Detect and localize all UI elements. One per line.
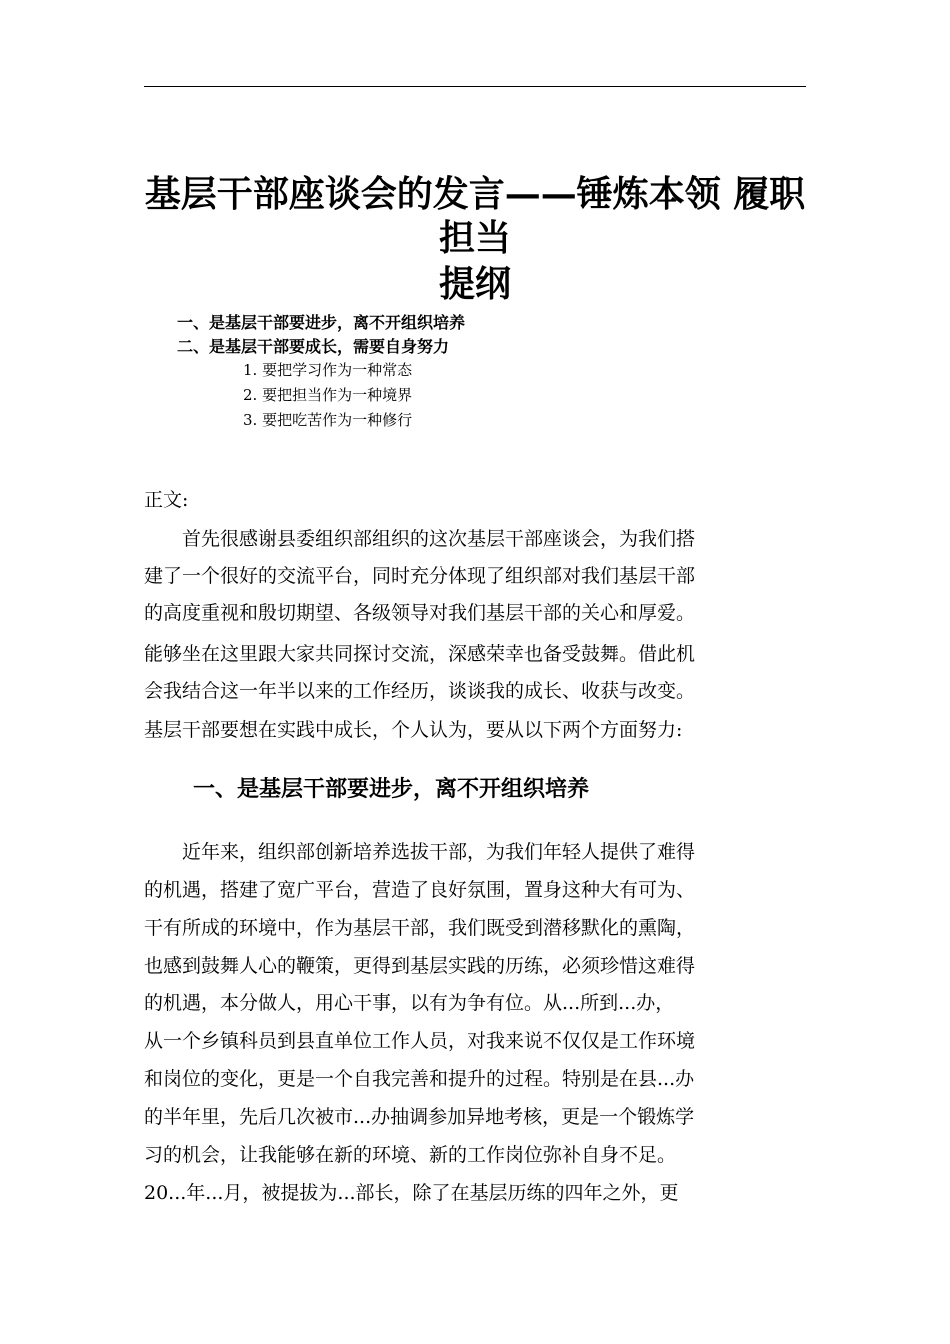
outline-title: 提纲 (438, 263, 511, 305)
intro-line-6: 基层干部要想在实践中成长，个人认为，要从以下两个方面努力: (144, 719, 683, 741)
outline-heading-2: 二、是基层干部要成长，需要自身努力 (177, 337, 450, 356)
outline-heading-1: 一、是基层干部要进步，离不开组织培养 (177, 313, 466, 332)
intro-line-5: 会我结合这一年半以来的工作经历，谈谈我的成长、收获与改变。 (144, 680, 696, 702)
document-title-line-1: 基层干部座谈会的发言——锤炼本领 履职 (144, 173, 806, 215)
intro-line-4: 能够坐在这里跟大家共同探讨交流，深感荣幸也备受鼓舞。借此机 (144, 643, 696, 665)
outline-sub-item-2: 2. 要把担当作为一种境界 (243, 386, 413, 404)
section-1-line-4: 也感到鼓舞人心的鞭策，更得到基层实践的历练，必须珍惜这难得 (144, 955, 696, 977)
section-1-line-7: 和岗位的变化，更是一个自我完善和提升的过程。特别是在县...办 (144, 1068, 695, 1090)
section-1-line-8: 的半年里，先后几次被市...办抽调参加异地考核，更是一个锻炼学 (144, 1106, 695, 1128)
intro-line-1: 首先很感谢县委组织部组织的这次基层干部座谈会，为我们搭 (144, 528, 696, 550)
section-1-line-1: 近年来，组织部创新培养选拔干部，为我们年轻人提供了难得 (144, 841, 696, 863)
section-1-heading: 一、是基层干部要进步，离不开组织培养 (193, 777, 590, 802)
outline-sub-item-3: 3. 要把吃苦作为一种修行 (243, 411, 413, 429)
intro-line-2: 建了一个很好的交流平台，同时充分体现了组织部对我们基层干部 (144, 565, 696, 587)
body-label: 正文: (144, 489, 189, 511)
intro-line-3: 的高度重视和殷切期望、各级领导对我们基层干部的关心和厚爱。 (144, 602, 696, 624)
outline-sub-item-1: 1. 要把学习作为一种常态 (243, 361, 413, 379)
section-1-line-3: 干有所成的环境中，作为基层干部，我们既受到潜移默化的熏陶， (144, 917, 696, 939)
section-1-line-9: 习的机会，让我能够在新的环境、新的工作岗位弥补自身不足。 (144, 1144, 677, 1166)
section-1-line-6: 从一个乡镇科员到县直单位工作人员，对我来说不仅仅是工作环境 (144, 1030, 696, 1052)
section-1-line-10: 20...年...月，被提拔为...部长，除了在基层历练的四年之外，更 (144, 1182, 679, 1204)
header-rule (144, 86, 806, 87)
section-1-line-5: 的机遇，本分做人，用心干事，以有为争有位。从...所到...办， (144, 992, 675, 1014)
section-1-line-2: 的机遇，搭建了宽广平台，营造了良好氛围，置身这种大有可为、 (144, 879, 696, 901)
document-title-line-2: 担当 (438, 217, 511, 259)
